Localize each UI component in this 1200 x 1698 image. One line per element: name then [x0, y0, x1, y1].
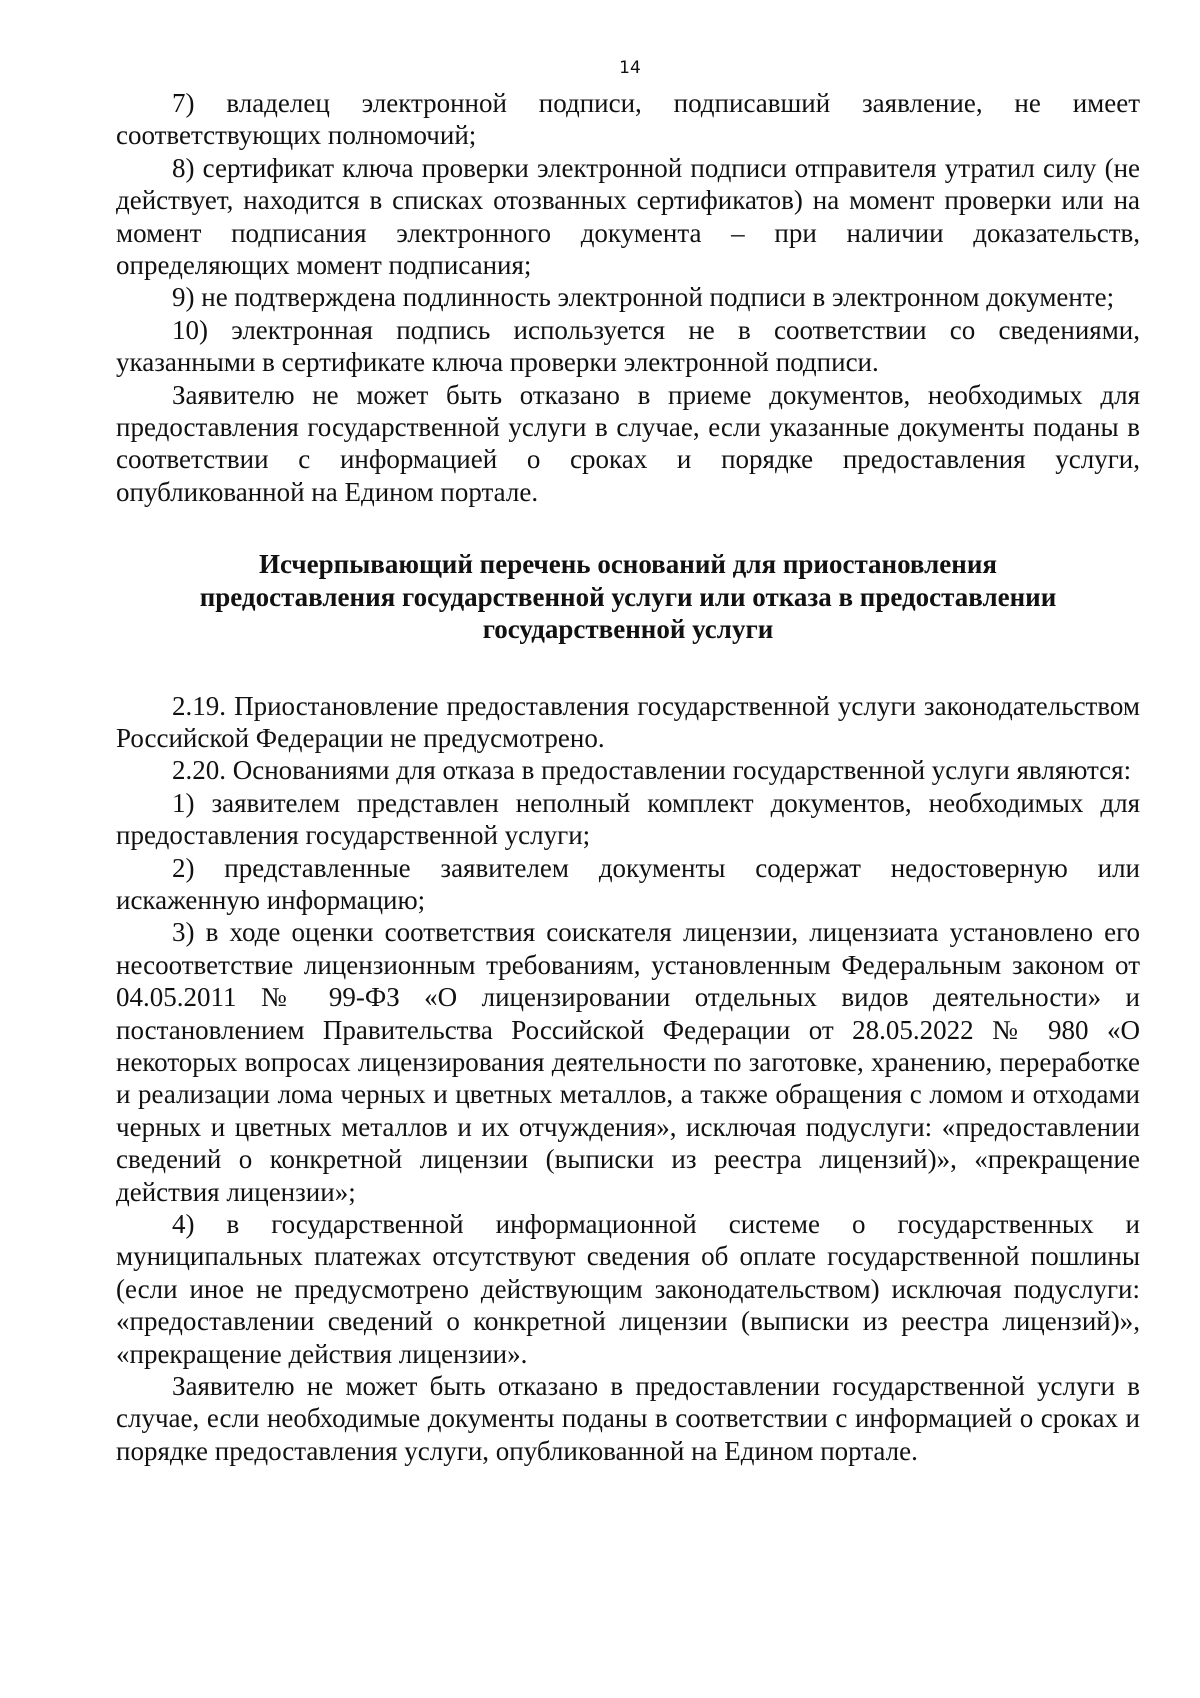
paragraph-applicant-note: Заявителю не может быть отказано в приеме документов, необходимых для предоставления государственной услуги в случае, если указанные документы поданы в соответствии с информацией о сроках и порядке предоставления услуги, опубликованной на Едином портале.	[116, 379, 1140, 507]
paragraph-item-10: 10) электронная подпись используется не в соответствии со сведениями, указанными в сертификате ключа проверки электронной подписи.	[116, 314, 1140, 378]
refusal-ground-3: 3) в ходе оценки соответствия соискателя лицензии, лицензиата установлено его несоответствие лицензионным требованиям, установленным Федеральным законом от 04.05.2011 № 99-ФЗ «О лицензировании отдельных видов деятельности» и постановлением Правительства Российской Федерации от 28.05.2022 № 980 «О некоторых вопросах лицензирования деятельности по заготовке, хранению, переработке и реализации лома черных и цветных металлов, а также обращения с ломом и отходами черных и цветных металлов и их отчуждения», исключая подуслуги: «предоставлении сведений о конкретной лицензии (выписки из реестра лицензий)», «прекращение действия лицензии»;	[116, 917, 1140, 1207]
refusal-ground-4: 4) в государственной информационной системе о государственных и муниципальных платежах отсутствуют сведения об оплате государственной пошлины (если иное не предусмотрено действующим законодательством) исключая подуслуги: «предоставлении сведений о конкретной лицензии (выписки из реестра лицензий)», «прекращение действия лицензии».	[116, 1209, 1140, 1369]
paragraph-item-9: 9) не подтверждена подлинность электронной подписи в электронном документе;	[172, 282, 1115, 313]
paragraph-final-note: Заявителю не может быть отказано в предоставлении государственной услуги в случае, если необходимые документы поданы в соответствии с информацией о сроках и порядке предоставления услуги, опубликованной на Едином портале.	[116, 1371, 1140, 1466]
section-heading-line: предоставления государственной услуги или отказа в предоставлении	[199, 581, 1057, 612]
refusal-ground-2: 2) представленные заявителем документы содержат недостоверную или искаженную информацию;	[116, 852, 1140, 915]
document-body	[116, 87, 1140, 1467]
paragraph-item-8: 8) сертификат ключа проверки электронной подписи отправителя утратил силу (не действует, находится в списках отозванных сертификатов) на момент проверки или на момент подписания электронного документа – при наличии доказательств, определяющих момент подписания;	[116, 152, 1140, 281]
page-number: 14	[619, 58, 641, 78]
paragraph-2-19: 2.19. Приостановление предоставления государственной услуги законодательством Российской Федерации не предусмотрено.	[116, 690, 1140, 753]
section-heading-line: государственной услуги	[482, 614, 774, 645]
section-heading	[116, 548, 1140, 645]
refusal-ground-1: 1) заявителем представлен неполный комплект документов, необходимых для предоставления государственной услуги;	[116, 787, 1140, 851]
paragraph-item-7: 7) владелец электронной подписи, подписавший заявление, не имеет соответствующих полномочий;	[116, 88, 1140, 151]
paragraph-2-20: 2.20. Основаниями для отказа в предоставлении государственной услуги являются:	[172, 755, 1132, 786]
section-heading-line: Исчерпывающий перечень оснований для приостановления	[258, 549, 998, 580]
